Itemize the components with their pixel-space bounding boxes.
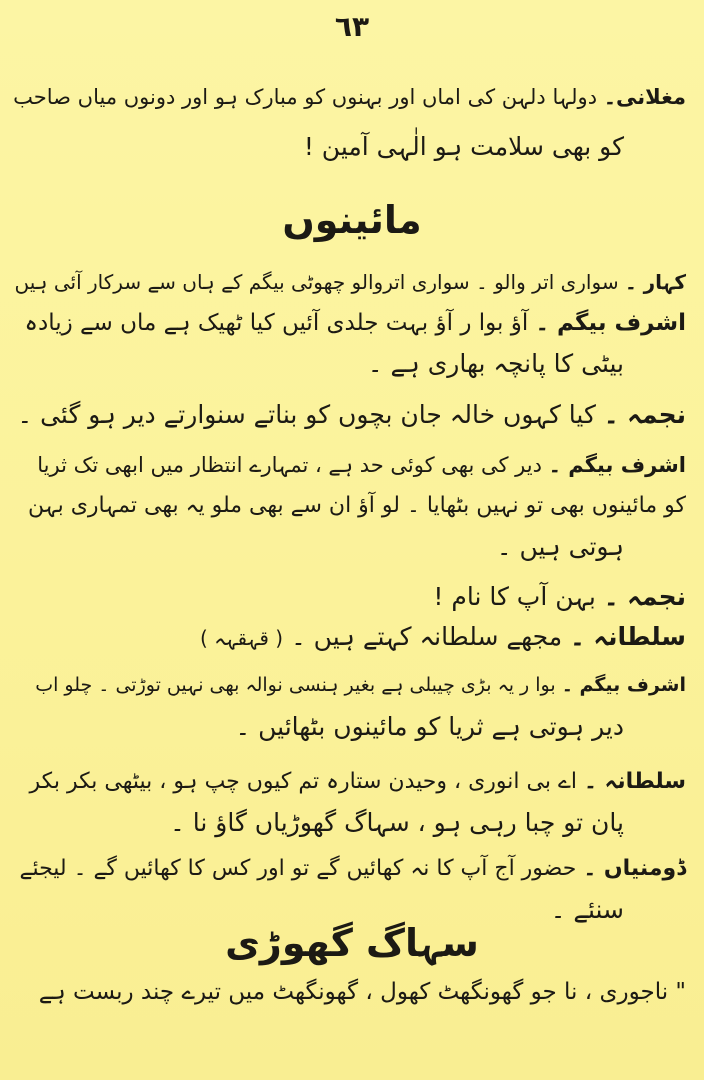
dialogue-line: دیر ہوتی ہے ثریا کو مائینوں بٹھائیں ۔	[235, 712, 624, 741]
dialogue-line	[20, 852, 686, 886]
dialogue-text: دولہا دلہن کی اماں اور بہنوں کو مبارک ہو اور دونوں میاں صاحب	[13, 85, 598, 109]
dialogue-text: دیر کی بھی کوئی حد ہے ، تمہارے انتظار میں ابھی تک ثریا	[37, 453, 542, 477]
dialogue-line: پان تو چبا رہی ہو ، سہاگ گھوڑیاں گاؤ نا ۔	[170, 808, 624, 837]
speaker-name: مغلانی۔	[603, 85, 686, 109]
dialogue-line	[15, 265, 686, 299]
dialogue-line	[25, 306, 686, 340]
speaker-name: کہار ۔	[624, 270, 686, 294]
section-heading-mainon: مائینوں	[282, 198, 422, 242]
dialogue-text: مجھے سلطانہ کہتے ہیں ۔	[291, 622, 563, 651]
dialogue-line: بیٹی کا پانچہ بھاری ہے ۔	[367, 349, 624, 378]
dialogue-text: آؤ بوا ر آؤ بہت جلدی آئیں کیا ٹھیک ہے ماں سے زیادہ	[24, 310, 529, 336]
speaker-name: اشرف بیگم ۔	[561, 674, 686, 696]
speaker-name: نجمہ ۔	[603, 400, 686, 429]
speaker-name: ڈومنیاں ۔	[583, 856, 686, 881]
dialogue-text: سواری اتر والو ۔ سواری اتروالو چھوٹی بیگم کے ہاں سے سرکار آئی ہیں	[14, 270, 619, 294]
dialogue-line	[433, 580, 686, 614]
dialogue-line	[17, 398, 686, 432]
dialogue-text: بہن آپ کا نام !	[433, 582, 596, 611]
dialogue-line	[200, 620, 686, 655]
speaker-name: اشرف بیگم ۔	[548, 453, 686, 477]
dialogue-line	[37, 448, 686, 482]
speaker-name: اشرف بیگم ۔	[535, 310, 686, 336]
intro-line-1	[13, 80, 686, 114]
dialogue-line: ہوتی ہیں ۔	[496, 532, 624, 561]
intro-line-2: کو بھی سلامت ہو الٰہی آمین !	[303, 132, 624, 161]
dialogue-line	[35, 668, 686, 702]
section-heading-suhag-ghori: سہاگ گھوڑی	[225, 921, 479, 965]
page-number: ٦٣	[334, 10, 370, 43]
dialogue-text: اے بی انوری ، وحیدن ستارہ تم کیوں چپ ہو ، بیٹھی بکر بکر	[29, 769, 577, 794]
speaker-name: نجمہ ۔	[603, 582, 686, 611]
speaker-name: سلطانہ ۔	[583, 769, 686, 794]
speaker-name: سلطانہ ۔	[570, 622, 686, 651]
verse-line: " ناجوری ، نا جو گھونگھٹ کھول ، گھونگھٹ میں تیرے چند ربست ہے	[38, 979, 686, 1005]
dialogue-text: حضور آج آپ کا نہ کھائیں گے تو اور کس کا کھائیں گے ۔ لیجئے	[19, 856, 577, 881]
dialogue-text: کیا کہوں خالہ جان بچوں کو بناتے سنوارتے دیر ہو گئی ۔	[17, 400, 596, 429]
dialogue-line: کو مائینوں بھی تو نہیں بٹھایا ۔ لو آؤ ان سے بھی ملو یہ بھی تمہاری بہن	[27, 493, 686, 518]
dialogue-line	[30, 765, 686, 799]
dialogue-text: بوا ر یہ بڑی چیبلی ہے بغیر ہنسی نوالہ بھی نہیں توڑتی ۔ چلو اب	[35, 674, 556, 696]
stage-direction: ( قہقہہ )	[199, 626, 284, 650]
dialogue-line: سنئے ۔	[550, 895, 624, 924]
